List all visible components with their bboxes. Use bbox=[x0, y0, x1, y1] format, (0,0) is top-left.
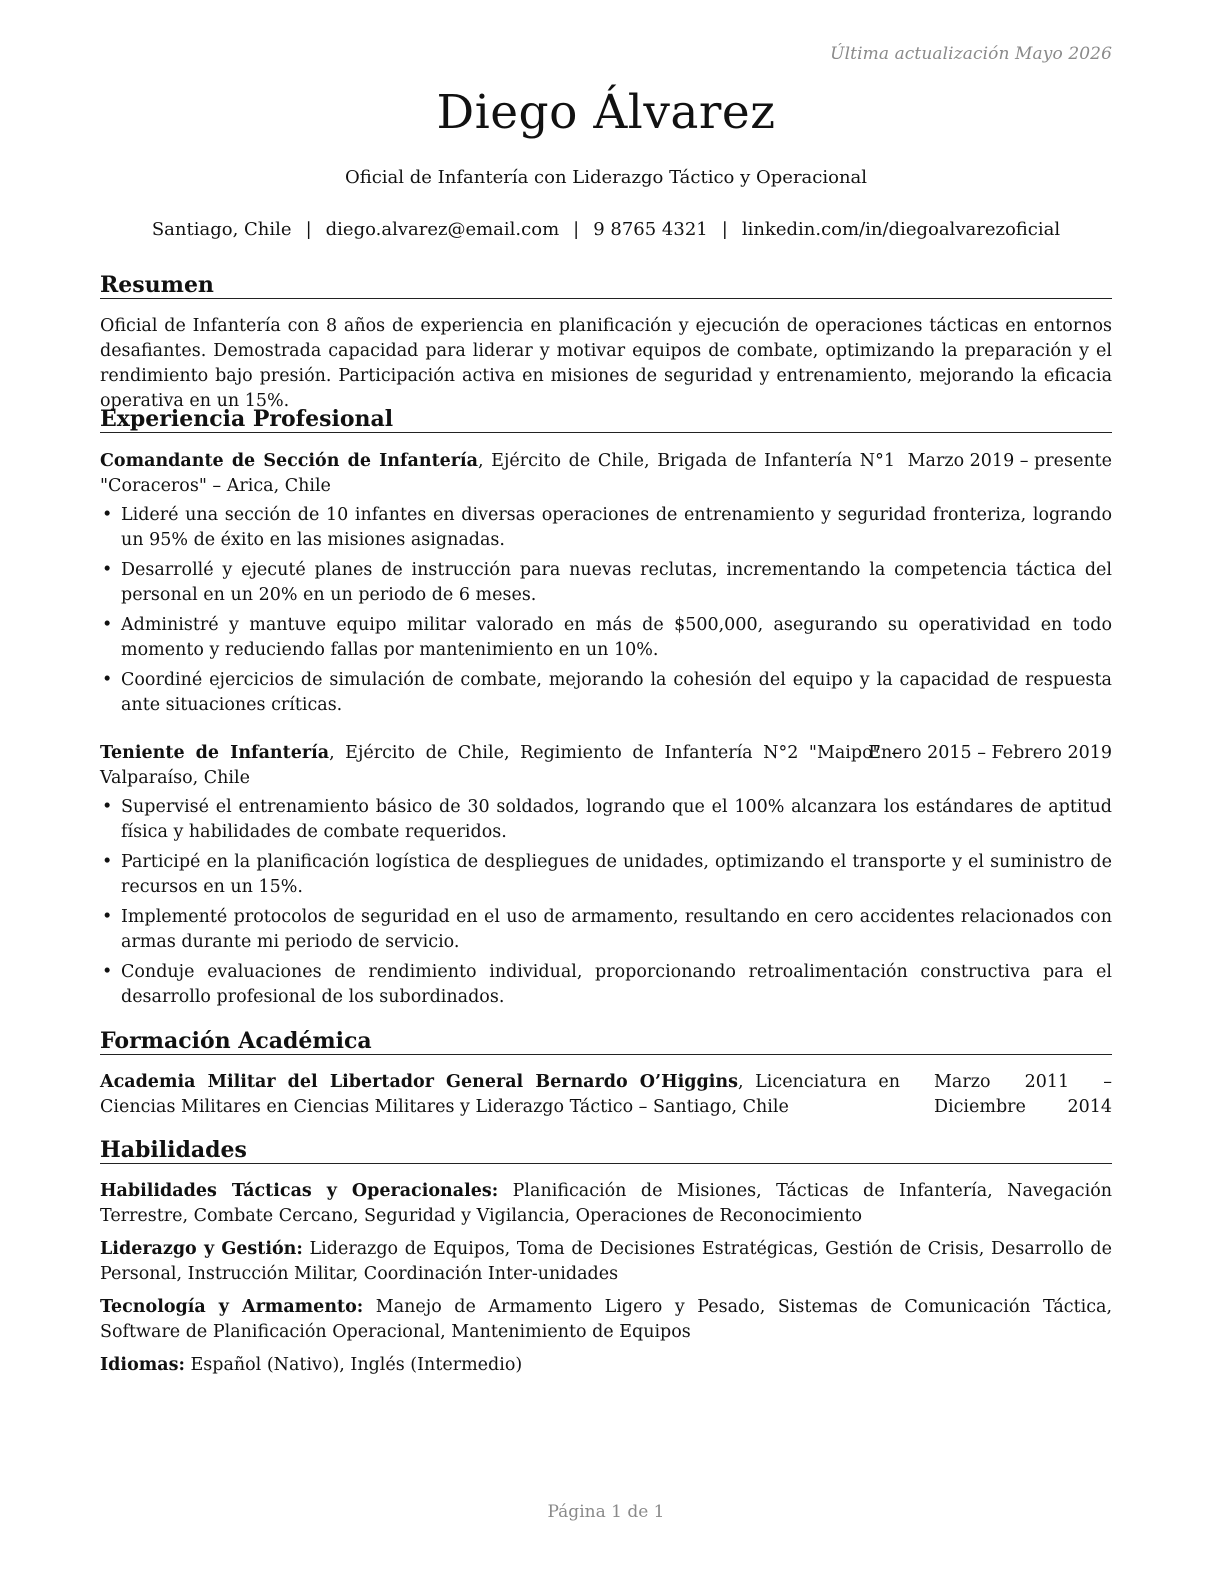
job-role: Teniente de Infantería bbox=[100, 743, 330, 763]
job-header bbox=[100, 449, 1112, 499]
contact-location: Santiago, Chile bbox=[151, 219, 292, 240]
education-dates: Marzo 2011 – Diciembre 2014 bbox=[934, 1072, 1112, 1117]
skill-row bbox=[100, 1179, 1112, 1229]
job-description bbox=[100, 741, 900, 791]
skill-label: Idiomas: bbox=[100, 1355, 185, 1375]
list-item: • Participé en la planificación logística de despliegues de unidades, optimizando el transporte y el suministro de recursos en un 15%. bbox=[100, 850, 1112, 900]
job-role: Comandante de Sección de Infantería bbox=[100, 451, 479, 471]
skill-text: Liderazgo de Equipos, Toma de Decisiones Estratégicas, Gestión de Crisis, Desarrollo de Personal, Instrucción Militar, Coordinación Inter-unidades bbox=[100, 1239, 1112, 1284]
list-item: • Desarrollé y ejecuté planes de instrucción para nuevas reclutas, incrementando la competencia táctica del personal en un 20% en un periodo de 6 meses. bbox=[100, 558, 1112, 608]
contact-separator: | bbox=[721, 219, 728, 240]
list-item: • Supervisé el entrenamiento básico de 30 soldados, logrando que el 100% alcanzara los estándares de aptitud física y habilidades de combate requeridos. bbox=[100, 795, 1112, 845]
skills-list bbox=[100, 1179, 1112, 1386]
education-entry bbox=[100, 1070, 1112, 1120]
contact-linkedin[interactable]: linkedin.com/in/diegoalvarezoficial bbox=[741, 219, 1061, 240]
headline: Oficial de Infantería con Liderazgo Táctico y Operacional bbox=[344, 167, 868, 188]
skill-row bbox=[100, 1295, 1112, 1345]
skill-label: Habilidades Tácticas y Operacionales: bbox=[100, 1181, 499, 1201]
skill-row bbox=[100, 1237, 1112, 1287]
list-item: • Implementé protocolos de seguridad en el uso de armamento, resultando en cero accidentes relacionados con armas durante mi periodo de servicio. bbox=[100, 905, 1112, 955]
contact-email[interactable]: diego.alvarez@email.com bbox=[325, 219, 560, 240]
education-institution: Academia Militar del Libertador General Bernardo O’Higgins bbox=[100, 1072, 739, 1092]
list-item: • Coordiné ejercicios de simulación de combate, mejorando la cohesión del equipo y la capacidad de respuesta ante situaciones críticas. bbox=[100, 668, 1112, 718]
summary-text: Oficial de Infantería con 8 años de experiencia en planificación y ejecución de operaciones tácticas en entornos desafiantes. Demostrada capacidad para liderar y motivar equipos de combate, optimizando la preparación y el rendimiento bajo presión. Participación activa en misiones de seguridad y entrenamiento, mejorando la eficacia operativa en un 15%. bbox=[100, 316, 1112, 411]
contact-separator: | bbox=[305, 219, 312, 240]
skill-text: Planificación de Misiones, Tácticas de Infantería, Navegación Terrestre, Combate Cercano, Seguridad y Vigilancia, Operaciones de Reconocimiento bbox=[100, 1181, 1113, 1226]
education-header bbox=[100, 1070, 1112, 1120]
section-title-education: Formación Académica bbox=[100, 1028, 1112, 1055]
skill-text: Manejo de Armamento Ligero y Pesado, Sistemas de Comunicación Táctica, Software de Planificación Operacional, Mantenimiento de Equipos bbox=[100, 1297, 1113, 1342]
list-item: • Lideré una sección de 10 infantes en diversas operaciones de entrenamiento y seguridad fronteriza, logrando un 95% de éxito en las misiones asignadas. bbox=[100, 503, 1112, 553]
section-title-skills: Habilidades bbox=[100, 1137, 1112, 1164]
job-entry bbox=[100, 449, 1112, 723]
candidate-name: Diego Álvarez bbox=[436, 85, 776, 140]
job-organization: , Ejército de Chile, Brigada de Infantería N°1 "Coraceros" – Arica, Chile bbox=[100, 451, 895, 496]
job-entry bbox=[100, 741, 1112, 1015]
skill-label: Liderazgo y Gestión: bbox=[100, 1239, 303, 1259]
last-updated: Última actualización Mayo 2026 bbox=[830, 44, 1112, 64]
job-bullets bbox=[100, 503, 1112, 718]
skill-text: Español (Nativo), Inglés (Intermedio) bbox=[184, 1355, 523, 1375]
list-item: • Conduje evaluaciones de rendimiento individual, proporcionando retroalimentación constructiva para el desarrollo profesional de los subordinados. bbox=[100, 960, 1112, 1010]
job-dates: Marzo 2019 – presente bbox=[907, 451, 1112, 471]
job-organization: , Ejército de Chile, Regimiento de Infantería N°2 "Maipo" – Valparaíso, Chile bbox=[100, 743, 900, 788]
skill-row bbox=[100, 1353, 1112, 1378]
contact-separator: | bbox=[573, 219, 580, 240]
job-header bbox=[100, 741, 1112, 791]
list-item: • Administré y mantuve equipo militar valorado en más de $500,000, asegurando su operatividad en todo momento y reduciendo fallas por mantenimiento en un 10%. bbox=[100, 613, 1112, 663]
job-dates: Enero 2015 – Febrero 2019 bbox=[868, 743, 1112, 763]
job-description bbox=[100, 449, 895, 499]
resume-page bbox=[100, 0, 1112, 1584]
contact-phone: 9 8765 4321 bbox=[593, 219, 708, 240]
page-number: Página 1 de 1 bbox=[547, 1502, 665, 1522]
contact-line bbox=[100, 219, 1112, 240]
skill-label: Tecnología y Armamento: bbox=[100, 1297, 364, 1317]
education-degree: , Licenciatura en Ciencias Militares en Ciencias Militares y Liderazgo Táctico – Santiago, Chile bbox=[100, 1072, 900, 1117]
education-description bbox=[100, 1070, 900, 1120]
section-title-summary: Resumen bbox=[100, 272, 1112, 299]
job-bullets bbox=[100, 795, 1112, 1010]
section-title-experience: Experiencia Profesional bbox=[100, 406, 1112, 433]
